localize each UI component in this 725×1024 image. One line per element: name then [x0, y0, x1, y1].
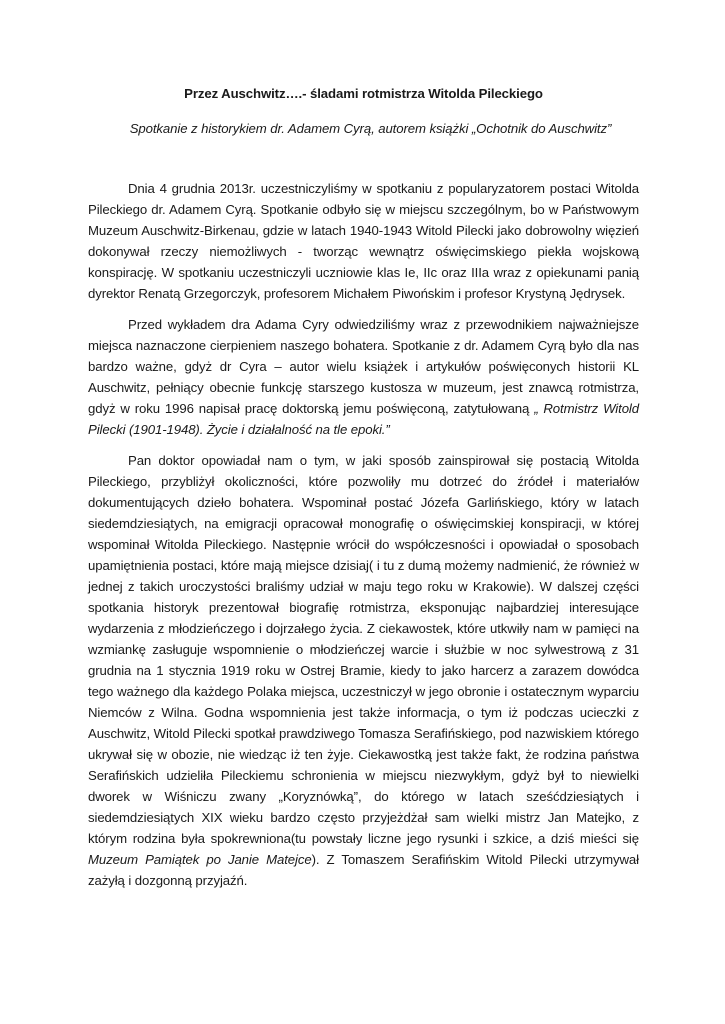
document-subtitle: Spotkanie z historykiem dr. Adamem Cyrą, autorem książki „Ochotnik do Auschwitz”: [129, 121, 612, 136]
document-title: Przez Auschwitz….- śladami rotmistrza Witolda Pileckiego: [184, 86, 543, 101]
paragraph-3: [88, 450, 639, 891]
paragraph-1-text: Dnia 4 grudnia 2013r. uczestniczyliśmy w spotkaniu z popularyzatorem postaci Witolda Pileckiego dr. Adamem Cyrą. Spotkanie odbyło się w miejscu szczególnym, bo w Państwowym Muzeum Auschwitz-Birkenau, gdzie w latach 1940-1943 Witold Pilecki jako dobrowolny więzień dokonywał rzeczy niemożliwych - tworząc wewnątrz oświęcimskiego piekła wojskową konspirację. W spotkaniu uczestniczyli uczniowie klas Ie, IIc oraz IIIa wraz z opiekunami panią dyrektor Renatą Grzegorczyk, profesorem Michałem Piwońskim i profesor Krystyną Jędrysek.: [88, 181, 639, 301]
thesis-title: „ Rotmistrz Witold Pilecki (1901-1948). Życie i działalność na tle epoki.”: [88, 401, 640, 437]
paragraph-2-text: Przed wykładem dra Adama Cyry odwiedziliśmy wraz z przewodnikiem najważniejsze miejsca naznaczone cierpieniem naszego bohatera. Spotkanie z dr. Adamem Cyrą było dla nas bardzo ważne, gdyż dr Cyra – autor wielu książek i artykułów poświęconych historii KL Auschwitz, pełniący obecnie funkcję starszego kustosza w muzeum, jest znawcą rotmistrza, gdyż w roku 1996 napisał pracę doktorską jemu poświęconą, zatytułowaną: [88, 317, 639, 416]
paragraph-1: [88, 178, 639, 304]
paragraph-3-end: ). Z Tomaszem Serafińskim Witold Pilecki utrzymywał zażyłą i dozgonną przyjaźń.: [88, 852, 639, 888]
museum-name: Muzeum Pamiątek po Janie Matejce: [88, 852, 312, 867]
paragraph-2: [88, 314, 639, 440]
paragraph-3-text: Pan doktor opowiadał nam o tym, w jaki sposób zainspirował się postacią Witolda Pileckiego, przybliżył okoliczności, które pozwoliły mu dotrzeć do źródeł i materiałów dokumentujących dzieło bohatera. Wspominał postać Józefa Garlińskiego, który w latach siedemdziesiątych, na emigracji opracował monografię o oświęcimskiej konspiracji, w której wspominał Witolda Pileckiego. Następnie wrócił do współczesności i opowiadał o sposobach upamiętnienia postaci, które mają miejsce dzisiaj( i tu z dumą możemy nadmienić, że również w jednej z takich uroczystości braliśmy udział w maju tego roku w Krakowie). W dalszej części spotkania historyk prezentował biografię rotmistrza, eksponując najbardziej interesujące wydarzenia z młodzieńczego i dojrzałego życia. Z ciekawostek, które utkwiły nam w pamięci na wzmiankę zasługuje wspomnienie o młodzieńczej warcie i służbie w noc sylwestrową z 31 grudnia na 1 stycznia 1919 roku w Ostrej Bramie, kiedy to jako harcerz a zarazem dowódca tego ważnego dla każdego Polaka miejsca, uczestniczył w jego obronie i ostatecznym wyparciu Niemców z Wilna. Godna wspomnienia jest także informacja, o tym iż podczas ucieczki z Auschwitz, Witold Pilecki spotkał prawdziwego Tomasza Serafińskiego, pod nazwiskiem którego ukrywał się w obozie, nie wiedząc iż ten żyje. Ciekawostką jest także fakt, że rodzina państwa Serafińskich udzieliła Pileckiemu schronienia w miejscu niezwykłym, gdyż był to niewielki dworek w Wiśniczu zwany „Koryznówką”, do którego w latach sześćdziesiątych i siedemdziesiątych XIX wieku bardzo często przyjeżdżał sam wielki mistrz Jan Matejko, z którym rodzina była spokrewniona(tu powstały liczne jego rysunki i szkice, a dziś mieści się: [88, 453, 639, 846]
